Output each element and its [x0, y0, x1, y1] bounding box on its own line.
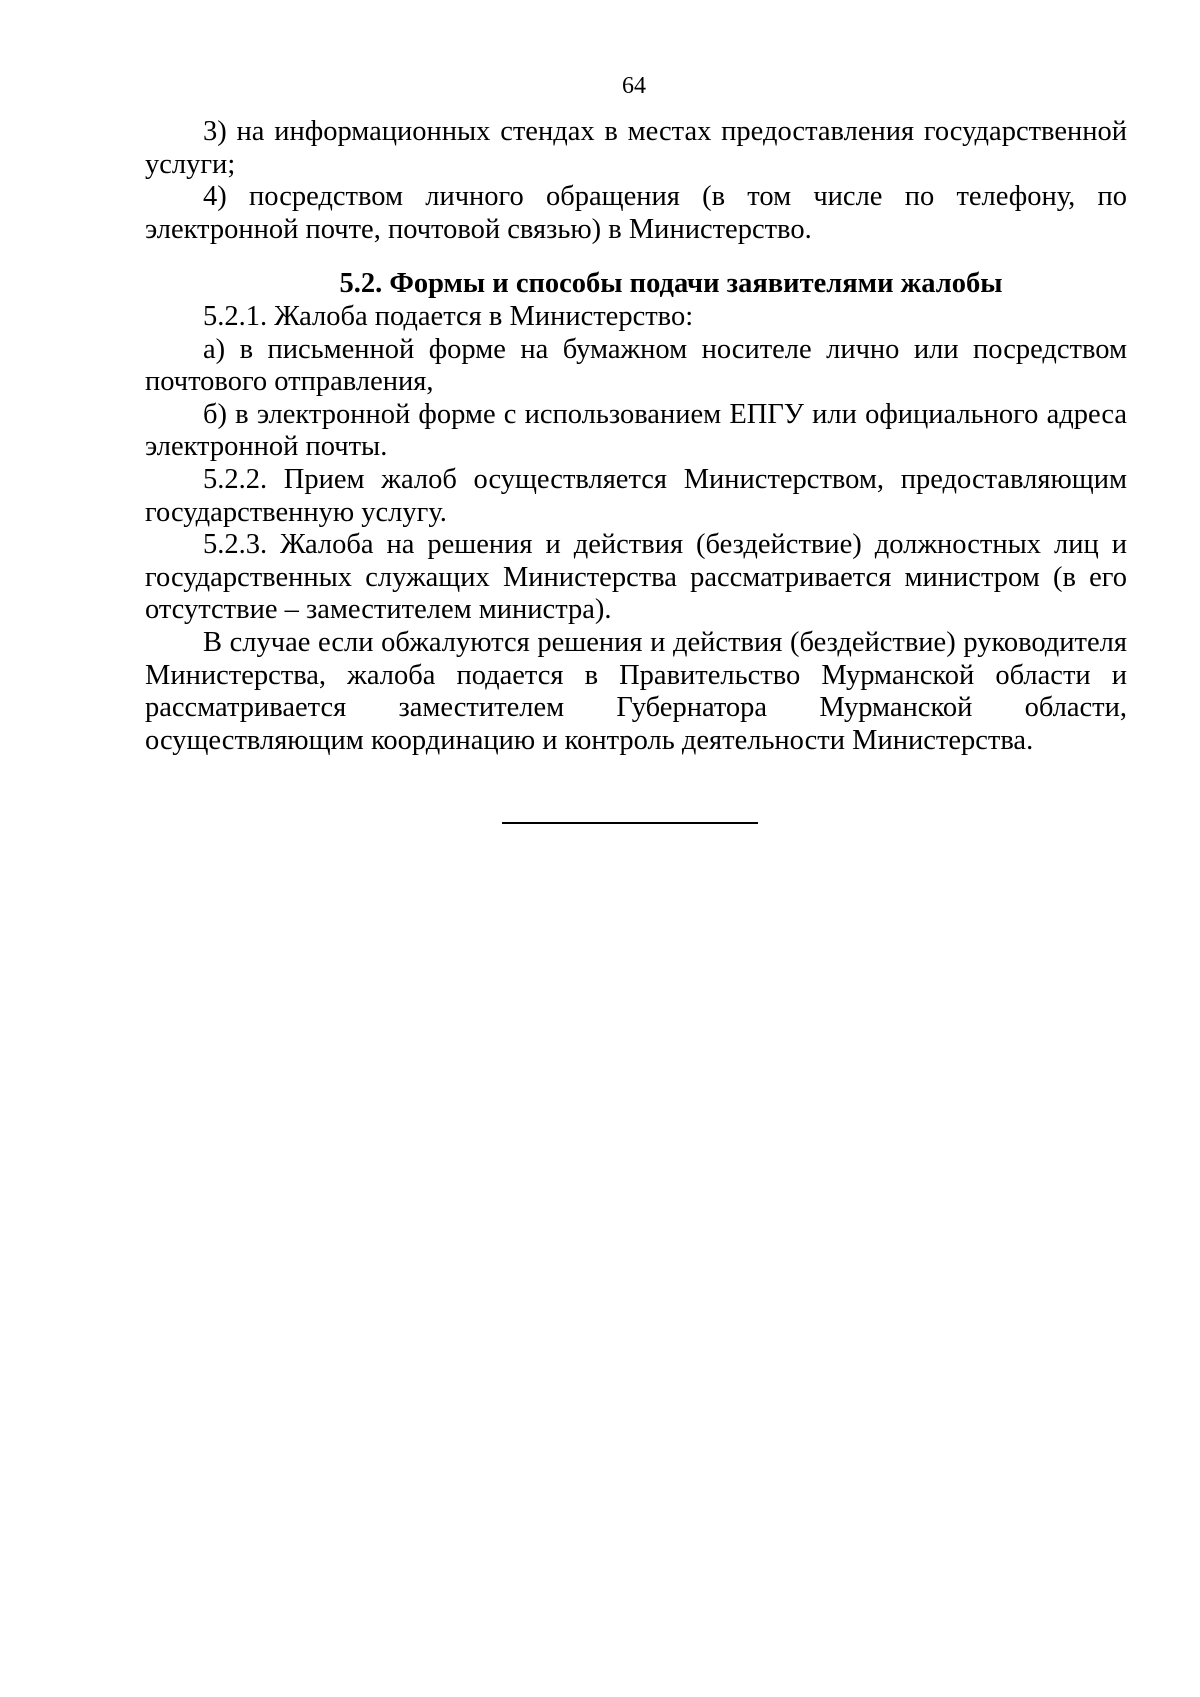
paragraph-item-3: 3) на информационных стендах в местах предоставления государственной услуги; — [145, 116, 1127, 180]
paragraph-5-2-1: 5.2.1. Жалоба подается в Министерство: — [203, 300, 694, 332]
paragraph-5-2-1-b: б) в электронной форме с использованием ЕПГУ или официального адреса электронной почты. — [145, 398, 1127, 463]
end-of-text-rule — [502, 822, 758, 824]
section-heading: 5.2. Формы и способы подачи заявителями жалобы — [339, 268, 1003, 300]
paragraph-5-2-2: 5.2.2. Прием жалоб осуществляется Министерством, предоставляющим государственную услугу. — [145, 463, 1127, 528]
paragraph-5-2-1-a: а) в письменной форме на бумажном носителе лично или посредством почтового отправления, — [145, 333, 1127, 398]
paragraph-item-4: 4) посредством личного обращения (в том числе по телефону, по электронной почте, почтовой связью) в Министерство. — [145, 181, 1127, 245]
paragraph-head-complaint: В случае если обжалуются решения и действия (бездействие) руководителя Министерства, жалоба подается в Правительство Мурманской области и рассматривается заместителем Губернатора Мурманской области, осуществляющим координацию и контроль деятельности Министерства. — [145, 626, 1127, 756]
document-body — [145, 116, 1127, 757]
section-spacer — [145, 246, 1127, 268]
page-number: 64 — [622, 73, 646, 99]
paragraph-5-2-3: 5.2.3. Жалоба на решения и действия (бездействие) должностных лиц и государственных служащих Министерства рассматривается министром (в его отсутствие – заместителем министра). — [145, 529, 1127, 626]
